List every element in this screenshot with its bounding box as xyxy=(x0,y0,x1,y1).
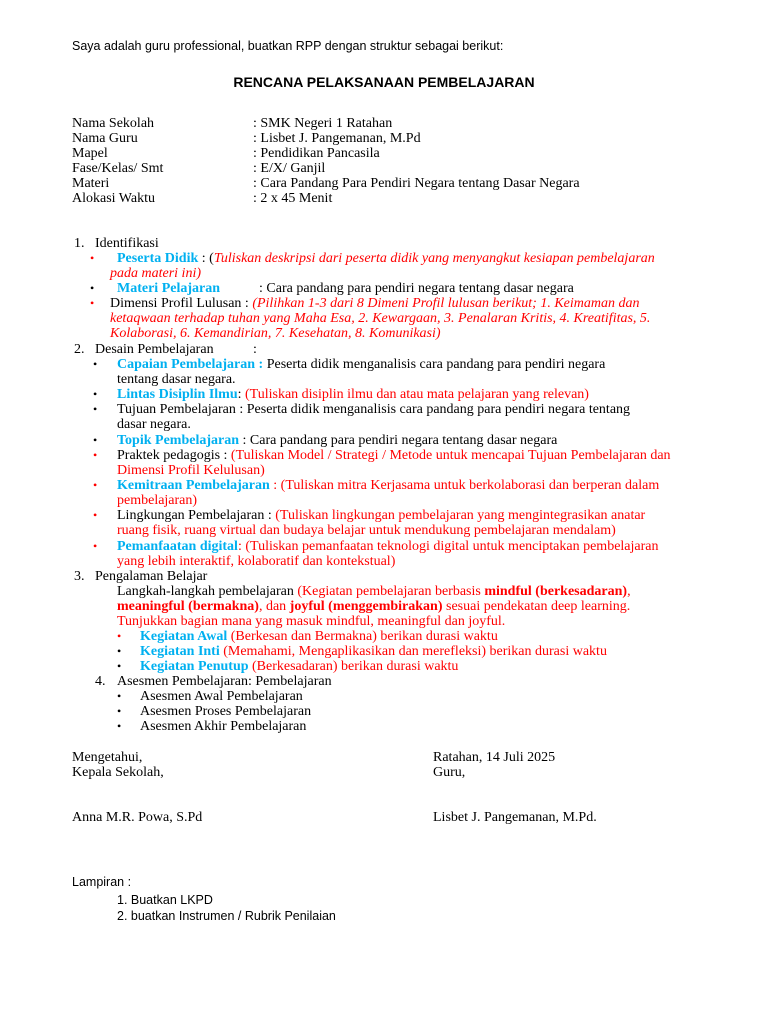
bullet-icon: • xyxy=(93,448,98,462)
info-label: Materi xyxy=(72,176,110,191)
peserta-didik-label: Peserta Didik xyxy=(117,251,199,266)
section-heading-colon: : xyxy=(253,342,257,357)
kegiatan-penutup-line xyxy=(140,659,458,674)
sign-left-line: Mengetahui, xyxy=(72,750,143,765)
document-title: RENCANA PELAKSANAAN PEMBELAJARAN xyxy=(233,74,535,90)
meaningful-text: meaningful (bermakna) xyxy=(117,599,259,614)
bullet-icon: • xyxy=(93,357,98,371)
peserta-didik-text-cont: pada materi ini) xyxy=(110,266,201,281)
lingkungan-label: Lingkungan Pembelajaran : xyxy=(117,508,276,523)
kemitraan-text-cont: pembelajaran) xyxy=(117,493,198,508)
bullet-icon: • xyxy=(117,659,122,673)
kegiatan-awal-line xyxy=(140,629,498,644)
dimensi-profil-line xyxy=(110,296,640,311)
joyful-text: joyful (menggembirakan) xyxy=(289,599,443,614)
connector-text: , dan xyxy=(258,599,290,614)
info-value: : 2 x 45 Menit xyxy=(253,191,333,206)
lingkungan-text: (Tuliskan lingkungan pembelajaran yang mengintegrasikan anatar xyxy=(275,508,646,523)
section-heading: Asesmen Pembelajaran: Pembelajaran xyxy=(117,674,332,689)
capaian-text: Peserta didik menganalisis cara pandang para pendiri negara xyxy=(263,357,606,372)
peserta-didik-line xyxy=(117,251,655,266)
section-number: 2. xyxy=(74,342,85,357)
kegiatan-penutup-label: Kegiatan Penutup xyxy=(140,659,249,674)
section-heading: Identifikasi xyxy=(95,236,159,251)
info-label: Alokasi Waktu xyxy=(72,191,155,206)
materi-pelajaran-label: Materi Pelajaran xyxy=(117,281,221,296)
info-value: : Cara Pandang Para Pendiri Negara tentang Dasar Negara xyxy=(253,176,580,191)
sign-right-date: Ratahan, 14 Juli 2025 xyxy=(433,750,556,765)
bullet-icon: • xyxy=(117,629,122,643)
bullet-icon: • xyxy=(93,508,98,522)
bullet-icon: • xyxy=(90,251,95,265)
capaian-line xyxy=(117,357,605,372)
info-label: Fase/Kelas/ Smt xyxy=(72,161,164,176)
kegiatan-awal-text: (Berkesan dan Bermakna) berikan durasi waktu xyxy=(227,629,498,644)
bullet-icon: • xyxy=(93,478,98,492)
langkah-text: (Kegiatan pembelajaran berbasis xyxy=(297,584,485,599)
sign-left-title: Kepala Sekolah, xyxy=(72,765,164,780)
langkah-line xyxy=(117,584,631,599)
colon: : xyxy=(237,387,245,402)
info-value: : SMK Negeri 1 Ratahan xyxy=(253,116,393,131)
dimensi-profil-text-cont: ketaqwaan terhadap tuhan yang Maha Esa, 2. Kewargaan, 3. Penalaran Kritis, 4. Kreatifitas, 5. xyxy=(110,311,651,326)
deep-learning-text: sesuai pendekatan deep learning. xyxy=(442,599,631,614)
lingkungan-line xyxy=(117,508,645,523)
dimensi-profil-text-cont: Kolaborasi, 6. Kemandirian, 7. Kesehatan, 8. Komunikasi) xyxy=(110,326,441,341)
digital-text-cont: yang lebih interaktif, kolaboratif dan kontekstual) xyxy=(117,554,396,569)
topik-label: Topik Pembelajaran xyxy=(117,433,239,448)
capaian-label: Capaian Pembelajaran : xyxy=(117,357,264,372)
digital-line xyxy=(117,539,659,554)
section-heading: Desain Pembelajaran xyxy=(95,342,214,357)
lampiran-item: 1. Buatkan LKPD xyxy=(117,893,213,907)
lampiran-item: 2. buatkan Instrumen / Rubrik Penilaian xyxy=(117,909,336,923)
info-value: : E/X/ Ganjil xyxy=(253,161,326,176)
topik-text: : Cara pandang para pendiri negara tentang dasar negara xyxy=(239,433,558,448)
kegiatan-awal-label: Kegiatan Awal xyxy=(140,629,228,644)
bullet-icon: • xyxy=(117,689,122,703)
lintas-disiplin-line xyxy=(117,387,589,402)
kemitraan-text: : (Tuliskan mitra Kerjasama untuk berkolaborasi dan berperan dalam xyxy=(269,478,660,493)
materi-pelajaran-text: : Cara pandang para pendiri negara tentang dasar negara xyxy=(259,281,574,296)
tujuan-line-cont: dasar negara. xyxy=(117,417,191,432)
asesmen-item: Asesmen Awal Pembelajaran xyxy=(140,689,303,704)
section-number: 3. xyxy=(74,569,85,584)
bullet-icon: • xyxy=(93,402,98,416)
comma: , xyxy=(627,584,631,599)
kegiatan-penutup-text: (Berkesadaran) berikan durasi waktu xyxy=(248,659,459,674)
bullet-icon: • xyxy=(117,719,122,733)
info-label: Mapel xyxy=(72,146,108,161)
kegiatan-inti-line xyxy=(140,644,607,659)
section-number: 1. xyxy=(74,236,85,251)
kemitraan-line xyxy=(117,478,659,493)
praktek-text: (Tuliskan Model / Strategi / Metode untuk mencapai Tujuan Pembelajaran dan xyxy=(230,448,671,463)
sign-left-name: Anna M.R. Powa, S.Pd xyxy=(72,810,203,825)
mindful-text: mindful (berkesadaran) xyxy=(484,584,628,599)
kegiatan-inti-label: Kegiatan Inti xyxy=(140,644,220,659)
bullet-icon: • xyxy=(93,539,98,553)
praktek-label: Praktek pedagogis : xyxy=(117,448,231,463)
tujuan-line: Tujuan Pembelajaran : Peserta didik menganalisis cara pandang para pendiri negara tentang xyxy=(117,402,631,417)
info-value: : Pendidikan Pancasila xyxy=(253,146,380,161)
section-heading: Pengalaman Belajar xyxy=(95,569,208,584)
peserta-didik-text: Tuliskan deskripsi dari peserta didik yang menyangkut kesiapan pembelajaran xyxy=(213,251,655,266)
colon: : ( xyxy=(198,251,214,266)
langkah-label: Langkah-langkah pembelajaran xyxy=(117,584,298,599)
topik-line xyxy=(117,433,557,448)
praktek-text-cont: Dimensi Profil Kelulusan) xyxy=(117,463,265,478)
info-label: Nama Sekolah xyxy=(72,116,155,131)
asesmen-item: Asesmen Proses Pembelajaran xyxy=(140,704,312,719)
sign-right-title: Guru, xyxy=(433,765,466,780)
bullet-icon: • xyxy=(93,387,98,401)
bullet-icon: • xyxy=(117,704,122,718)
lintas-disiplin-label: Lintas Disiplin Ilmu xyxy=(117,387,238,402)
praktek-line xyxy=(117,448,671,463)
bullet-icon: • xyxy=(90,296,95,310)
intro-text: Saya adalah guru professional, buatkan RPP dengan struktur sebagai berikut: xyxy=(72,39,504,53)
kemitraan-label: Kemitraan Pembelajaran xyxy=(117,478,270,493)
sign-right-name: Lisbet J. Pangemanan, M.Pd. xyxy=(433,810,597,825)
dimensi-profil-text: (Pilihkan 1-3 dari 8 Dimeni Profil lulusan berikut; 1. Keimaman dan xyxy=(252,296,640,311)
bullet-icon: • xyxy=(117,644,122,658)
lingkungan-text-cont: ruang fisik, ruang virtual dan budaya belajar untuk mendukung pembelajaran mendalam) xyxy=(117,523,616,538)
info-value: : Lisbet J. Pangemanan, M.Pd xyxy=(253,131,421,146)
dimensi-profil-label: Dimensi Profil Lulusan : xyxy=(110,296,253,311)
materi-pelajaran-line xyxy=(117,281,220,296)
bullet-icon: • xyxy=(90,281,95,295)
digital-label: Pemanfaatan digital xyxy=(117,539,238,554)
asesmen-item: Asesmen Akhir Pembelajaran xyxy=(140,719,307,734)
lintas-disiplin-text: (Tuliskan disiplin ilmu dan atau mata pelajaran yang relevan) xyxy=(245,387,589,402)
langkah-line-cont xyxy=(117,599,630,614)
kegiatan-inti-text: (Memahami, Mengaplikasikan dan merefleksi) berikan durasi waktu xyxy=(219,644,607,659)
capaian-text-cont: tentang dasar negara. xyxy=(117,372,236,387)
lampiran-heading: Lampiran : xyxy=(72,875,132,889)
section-number: 4. xyxy=(95,674,106,689)
bullet-icon: • xyxy=(93,433,98,447)
info-label: Nama Guru xyxy=(72,131,138,146)
digital-text: : (Tuliskan pemanfaatan teknologi digital untuk menciptakan pembelajaran xyxy=(237,539,659,554)
langkah-line-cont: Tunjukkan bagian mana yang masuk mindful, meaningful dan joyful. xyxy=(117,614,506,629)
